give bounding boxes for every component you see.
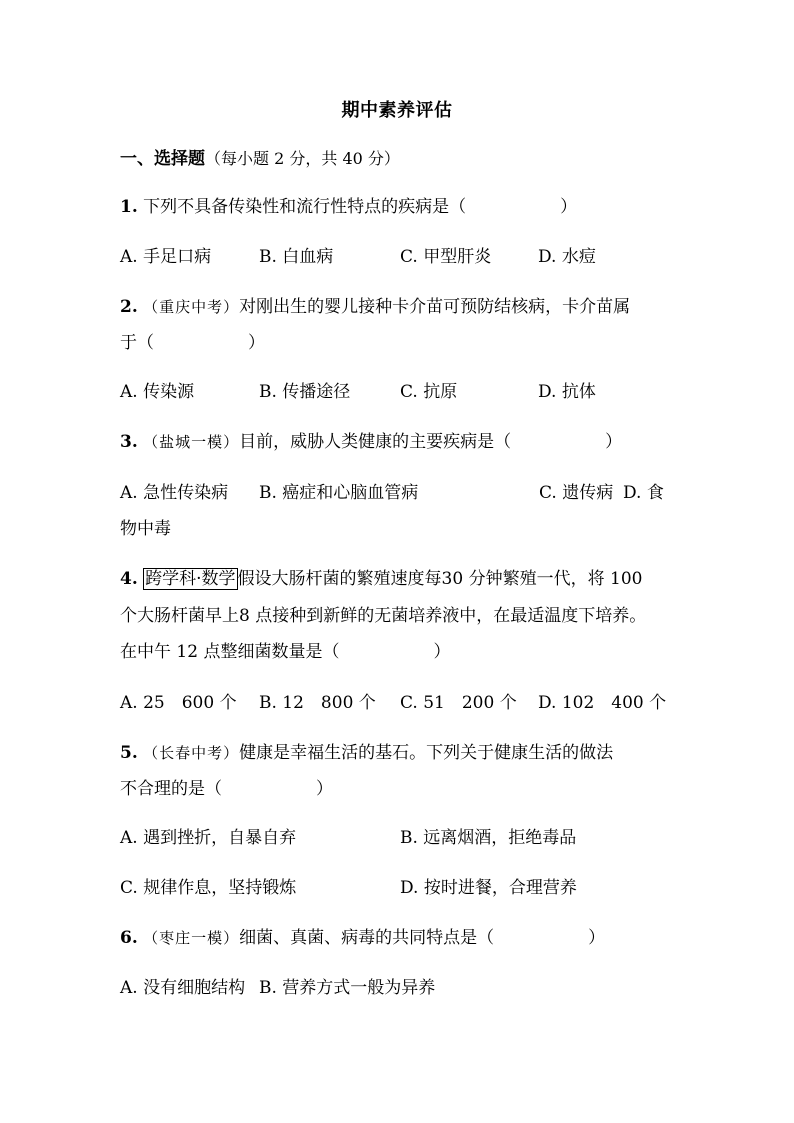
option-a[interactable]: A. 遇到挫折，自暴自弃 [120,828,297,848]
question-text-end: ） [560,197,578,217]
question-text-end: ） [605,432,623,452]
question-1-options [120,246,680,268]
question-4-stem [120,568,642,590]
option-d[interactable]: D. 水痘 [538,247,596,267]
question-text: 对刚出生的婴儿接种卡介苗可预防结核病，卡介苗属 [239,297,631,317]
question-5-options-row-1 [120,827,680,849]
option-d[interactable]: D. 抗体 [538,382,596,402]
subject-tag: 跨学科·数学 [145,569,236,589]
question-text: 在中午 12 点整细菌数量是（ [120,642,340,662]
question-number: 6. [120,928,138,948]
section-label: 一、选择题 [120,149,205,169]
section-heading [120,148,400,170]
question-number: 3. [120,432,138,452]
question-number: 1. [120,197,138,217]
option-b[interactable]: B. 12 800 个 [259,693,376,713]
question-3-options [120,482,680,504]
question-source: （枣庄一模） [143,929,240,947]
question-4-stem-cont-2 [120,641,450,663]
question-1-stem [120,196,577,218]
question-4-options [120,692,680,714]
question-2-stem-cont [120,332,265,354]
question-3-stem [120,431,622,453]
question-text: 健康是幸福生活的基石。下列关于健康生活的做法 [239,743,614,763]
question-number: 5. [120,743,138,763]
question-text: 目前，威胁人类健康的主要疾病是（ [239,432,512,452]
option-a[interactable]: A. 传染源 [120,382,195,402]
option-c[interactable]: C. 遗传病 [539,483,614,503]
option-a[interactable]: A. 25 600 个 [120,693,237,713]
option-d[interactable]: D. 食 [623,483,664,503]
question-number: 4. [120,569,138,589]
question-text-end: ） [433,642,451,662]
question-text-end: ） [588,928,606,948]
option-c[interactable]: C. 规律作息，坚持锻炼 [120,878,297,898]
question-text: 下列不具备传染性和流行性特点的疾病是（ [143,197,467,217]
question-4-stem-cont: 个大肠杆菌早上8 点接种到新鲜的无菌培养液中，在最适温度下培养。 [120,606,647,626]
question-5-options-row-2 [120,877,680,899]
option-c[interactable]: C. 51 200 个 [400,693,517,713]
option-b[interactable]: B. 营养方式一般为异养 [259,978,436,998]
question-number: 2. [120,297,138,317]
option-a[interactable]: A. 没有细胞结构 [120,978,246,998]
question-text-end: ） [248,333,265,353]
option-b[interactable]: B. 白血病 [259,247,334,267]
question-text: 细菌、真菌、病毒的共同特点是（ [239,928,495,948]
option-a[interactable]: A. 急性传染病 [120,483,229,503]
option-a[interactable]: A. 手足口病 [120,247,212,267]
question-text: 不合理的是（ [120,779,222,799]
question-2-stem [120,296,630,318]
option-b[interactable]: B. 传播途径 [259,382,351,402]
question-text: 假设大肠杆菌的繁殖速度每30 分钟繁殖一代，将 100 [237,569,643,589]
option-b[interactable]: B. 癌症和心脑血管病 [259,483,419,503]
question-source: （盐城一模） [143,433,240,451]
question-source: （重庆中考） [143,298,240,316]
question-text: 于（ [120,333,154,353]
option-d[interactable]: D. 按时进餐，合理营养 [400,878,577,898]
option-d[interactable]: D. 102 400 个 [538,693,667,713]
question-text-end: ） [316,779,333,799]
option-c[interactable]: C. 甲型肝炎 [400,247,492,267]
question-6-options [120,977,680,999]
question-5-stem [120,742,613,764]
page-title: 期中素养评估 [341,100,453,121]
question-6-stem [120,927,605,949]
question-source: （长春中考） [143,744,240,762]
question-3-option-d-cont: 物中毒 [120,519,171,539]
section-note: （每小题 2 分，共 40 分） [205,149,400,168]
question-2-options [120,381,680,403]
question-5-stem-cont [120,778,333,800]
option-b[interactable]: B. 远离烟酒，拒绝毒品 [400,828,577,848]
option-c[interactable]: C. 抗原 [400,382,458,402]
